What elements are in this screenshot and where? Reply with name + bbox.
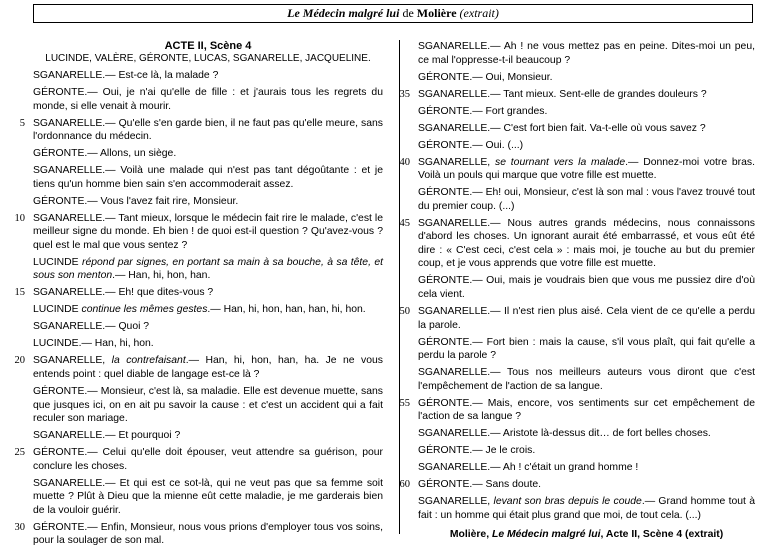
citation-work: Le Médecin malgré lui (491, 529, 601, 541)
line-number: 35 (399, 88, 410, 100)
dialogue-line (418, 444, 755, 458)
line-text: GÉRONTE.— Oui, Monsieur. (418, 71, 553, 83)
stage-direction: continue les mêmes gestes (81, 304, 208, 316)
dialogue-line (399, 88, 755, 102)
stage-direction: levant son bras depuis le coude (493, 496, 642, 508)
dialogue-line (14, 354, 383, 381)
column-divider (399, 40, 400, 534)
line-text: GÉRONTE.— Oui. (...) (418, 139, 524, 151)
speaker-name: SGANARELLE, (33, 355, 112, 367)
dialogue-line (418, 427, 755, 441)
dialogue-line (33, 195, 383, 209)
dialogue-line (33, 164, 383, 191)
line-text: GÉRONTE.— Sans doute. (418, 479, 542, 491)
line-number: 50 (399, 306, 410, 317)
dialogue-line (418, 122, 755, 136)
line-text: GÉRONTE.— Je le crois. (418, 445, 536, 457)
line-number: 10 (14, 212, 25, 224)
line-text: .— Han, hi, hon, han. (112, 270, 211, 282)
dialogue-line (399, 156, 756, 183)
line-text: GÉRONTE.— Enfin, Monsieur, nous vous prions d'employer tous vos soins, pour la soulager de son mal. (33, 521, 383, 547)
line-number: 5 (19, 117, 25, 129)
dialogue-line (14, 212, 383, 253)
title-author: Molière (416, 6, 457, 20)
line-text: .— Han, hi, hon, han, ha. Je ne vous entends point : quel diable de langage est-ce là ? (33, 355, 383, 380)
line-text: .— Han, hi, hon, han, han, hi, hon. (207, 304, 366, 316)
line-number: 30 (14, 521, 25, 533)
line-text: SGANARELLE.— Et qui est ce sot-là, qui ne veut pas que sa femme soit muette ? Plût à Dieu que la mienne eût cette maladie, je me garderais bien de la vouloir guérir. (33, 477, 383, 516)
citation-ref: , Acte II, Scène 4 (extrait) (600, 529, 724, 541)
dialogue-line (418, 461, 755, 475)
dialogue-line (33, 256, 383, 283)
line-text: SGANARELLE.— Ah ! c'était un grand homme ! (418, 462, 639, 474)
dialogue-line (418, 71, 755, 85)
dialogue-line (33, 337, 383, 351)
line-number: 25 (14, 447, 25, 459)
dialogue-line (418, 186, 755, 213)
line-text: SGANARELLE.— Nous autres grands médecins, nous connaissons d'abord les choses. Un ignorant aurait été embarrassé, et vous eût été dire : « C'est ceci, c'est cela » : mais moi, je touche au but du premier coup, et je vous apprends que votre fille est muette. (418, 217, 755, 270)
dialogue-line (418, 139, 755, 153)
line-number: 55 (399, 397, 410, 409)
dialogue-line (418, 366, 755, 393)
line-number: 20 (14, 355, 25, 367)
dialogue-line (418, 40, 755, 67)
line-text: SGANARELLE.— Voilà une malade qui n'est pas tant dégoûtante : et je tiens qu'un homme bien sain s'en accommoderait assez. (33, 165, 383, 190)
left-column (14, 40, 384, 551)
dialogue-line (399, 217, 755, 271)
line-text: .— Donnez-moi votre bras. Voilà un pouls qui marque que votre fille est muette. (418, 156, 756, 182)
dialogue-line (33, 147, 383, 161)
line-text: GÉRONTE.— Oui, mais je voudrais bien que vous me pussiez dire d'où cela vient. (418, 275, 755, 301)
dialogue-line (14, 521, 383, 548)
line-text: GÉRONTE.— Celui qu'elle doit épouser, veut attendre sa guérison, pour conclure les choses. (33, 447, 383, 472)
line-text: GÉRONTE.— Fort bien : mais la cause, s'il vous plaît, qui fait qu'elle a perdu la parole ? (418, 336, 755, 362)
title-extrait: (extrait) (456, 6, 499, 20)
title-work: Le Médecin malgré lui (287, 6, 400, 20)
line-text: SGANARELLE.— Qu'elle s'en garde bien, il ne faut pas qu'elle meure, sans l'ordonnance du médecin. (33, 117, 383, 143)
citation-author: Molière, (449, 529, 492, 541)
dialogue-line (33, 429, 383, 443)
stage-direction: se tournant vers la malade (495, 156, 626, 168)
dialogue-line (33, 69, 383, 83)
cast-list: LUCINDE, VALÈRE, GÉRONTE, LUCAS, SGANARELLE, JACQUELINE. (45, 53, 371, 64)
dialogue-line (33, 86, 383, 113)
line-text: GÉRONTE.— Oui, je n'ai qu'elle de fille : et j'aurais tous les regrets du monde, si elle venait à mourir. (33, 86, 383, 112)
dialogue-line (19, 117, 383, 144)
line-text: GÉRONTE.— Allons, un siège. (33, 148, 177, 160)
line-text: SGANARELLE.— Et pourquoi ? (33, 430, 181, 442)
speaker-name: SGANARELLE, (418, 156, 495, 168)
line-text: SGANARELLE.— Aristote là-dessus dit… de fort belles choses. (418, 428, 711, 440)
line-text: SGANARELLE.— Est-ce là, la malade ? (33, 70, 219, 81)
right-column (399, 40, 756, 542)
line-text: SGANARELLE.— Eh! que dites-vous ? (33, 287, 214, 299)
line-text: GÉRONTE.— Eh! oui, Monsieur, c'est là son mal : vous l'avez trouvé tout du premier coup. (...) (418, 187, 755, 212)
line-text: .— Grand homme tout à fait : un homme qui était plus grand que moi, de tout cela. (...) (418, 496, 755, 521)
dialogue-line (399, 478, 755, 492)
dialogue-line (418, 274, 755, 301)
dialogue-line (418, 495, 755, 522)
line-text: GÉRONTE.— Vous l'avez fait rire, Monsieur. (33, 195, 239, 207)
dialogue-line (14, 446, 383, 473)
line-text: SGANARELLE.— C'est fort bien fait. Va-t-elle où vous savez ? (418, 122, 706, 134)
dialogue-line (33, 385, 383, 426)
line-text: SGANARELLE.— Il n'est rien plus aisé. Cela vient de ce qu'elle a perdu la parole. (418, 306, 755, 331)
line-text: SGANARELLE.— Tous nos meilleurs auteurs vous diront que c'est l'empêchement de l'action de sa langue. (418, 367, 755, 392)
title-de: de (399, 6, 417, 20)
dialogue-line (418, 336, 755, 363)
line-text: SGANARELLE.— Quoi ? (33, 321, 150, 333)
line-number: 45 (399, 217, 410, 229)
line-text: GÉRONTE.— Fort grandes. (418, 105, 548, 117)
scene-title: ACTE II, Scène 4 (164, 40, 252, 52)
line-number: 15 (14, 287, 25, 299)
document-title (33, 4, 753, 23)
line-text: SGANARELLE.— Tant mieux, lorsque le médecin fait rire le malade, c'est le meilleur signe du monde. Eh bien ! de quoi est-il question ? Qu'avez-vous ? quel est le mal que vous sentez ? (33, 212, 383, 251)
dialogue-line (33, 320, 383, 334)
dialogue-line (33, 303, 383, 317)
speaker-name: LUCINDE (33, 256, 82, 268)
line-text: GÉRONTE.— Monsieur, c'est là, sa maladie. Elle est devenue muette, sans que jusques ici, on en ait pu savoir la cause : et c'est un accident qui a fait reculer son mariage. (33, 385, 383, 425)
dialogue-line (399, 305, 755, 332)
stage-direction: la contrefaisant (111, 355, 186, 367)
source-citation (418, 528, 755, 542)
dialogue-line (14, 286, 383, 300)
dialogue-line (33, 477, 383, 518)
dialogue-line (399, 397, 755, 424)
stage-direction: répond par signes, en portant sa main à sa bouche, à sa tête, et sous son menton (33, 256, 384, 282)
line-text: LUCINDE.— Han, hi, hon. (33, 338, 154, 350)
line-text: SGANARELLE.— Ah ! ne vous mettez pas en peine. Dites-moi un peu, ce mal l'oppresse-t-il beaucoup ? (418, 41, 755, 66)
line-text: SGANARELLE.— Tant mieux. Sent-elle de grandes douleurs ? (418, 88, 707, 100)
line-text: GÉRONTE.— Mais, encore, vos sentiments sur cet empêchement de l'action de sa langue ? (418, 397, 755, 423)
speaker-name: LUCINDE (33, 304, 82, 316)
line-number: 40 (399, 156, 410, 168)
speaker-name: SGANARELLE, (418, 496, 494, 508)
line-number: 60 (399, 479, 410, 491)
dialogue-line (418, 105, 755, 119)
